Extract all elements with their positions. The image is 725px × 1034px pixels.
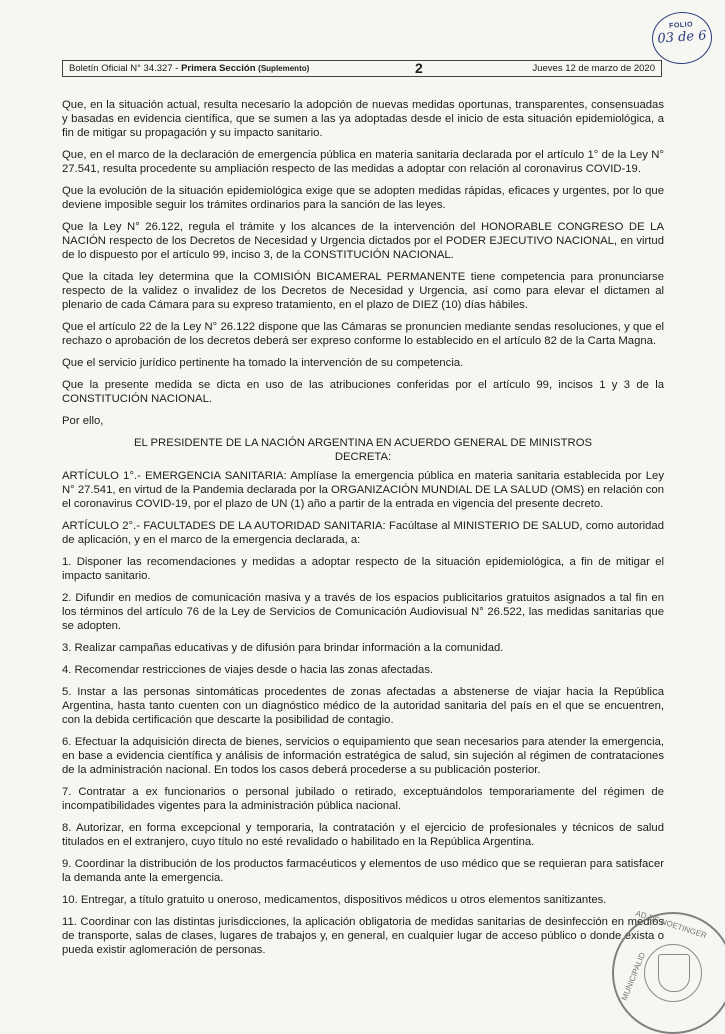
page-number: 2 bbox=[415, 60, 423, 76]
paragraph: Que la evolución de la situación epidemiológica exige que se adopten medidas rápidas, eficaces y urgentes, por lo que deviene imposible seguir los trámites ordinarios para la sanción de las leyes. bbox=[62, 185, 664, 211]
article-1: ARTÍCULO 1°.- EMERGENCIA SANITARIA: Amplíase la emergencia pública en materia sanitaria establecida por Ley N° 27.541, en virtud de la Pandemia declarada por la ORGANIZACIÓN MUNDIAL DE LA SALUD (OMS) en relación con el coronavirus COVID-19, por el plazo de UN (1) año a partir de la entrada en vigencia del presente decreto. bbox=[62, 470, 664, 510]
document-body bbox=[62, 98, 664, 965]
list-item: 6. Efectuar la adquisición directa de bienes, servicios o equipamiento que sean necesarios para atender la emergencia, en base a evidencia científica y análisis de información estratégica de salud, sin sujeción al régimen de contrataciones de la administración nacional. En todos los casos deberá procederse a su publicación posterior. bbox=[62, 736, 664, 776]
page-header bbox=[62, 60, 662, 77]
paragraph: Que, en el marco de la declaración de emergencia pública en materia sanitaria declarada por el artículo 1° de la Ley N° 27.541, resulta procedente su ampliación respecto de las medidas a adoptar con relación al coronavirus COVID-19. bbox=[62, 149, 664, 175]
list-item: 4. Recomendar restricciones de viajes desde o hacia las zonas afectadas. bbox=[62, 664, 434, 676]
header-supplement: (Suplemento) bbox=[258, 64, 310, 73]
paragraph: Que el servicio jurídico pertinente ha tomado la intervención de su competencia. bbox=[62, 357, 464, 369]
folio-value: 03 de 6 bbox=[656, 28, 707, 47]
seal-shield-icon bbox=[658, 954, 690, 992]
header-publication: Boletín Oficial N° 34.327 bbox=[69, 63, 173, 74]
decree-heading-line2: DECRETA: bbox=[334, 451, 392, 463]
paragraph: Que, en la situación actual, resulta necesario la adopción de nuevas medidas oportunas, transparentes, consensuadas y basadas en evidencia científica, que se sumen a las ya adoptadas desde el inicio de esta situación epidemiológica, a fin de mitigar su propagación y su impacto sanitario. bbox=[62, 99, 664, 139]
paragraph: Por ello, bbox=[62, 415, 104, 427]
paragraph: Que la presente medida se dicta en uso de las atribuciones conferidas por el artículo 99, incisos 1 y 3 de la CONSTITUCIÓN NACIONAL. bbox=[62, 379, 664, 405]
decree-heading bbox=[62, 436, 664, 464]
folio-label: FOLIO bbox=[668, 21, 694, 30]
paragraph: Que la citada ley determina que la COMISIÓN BICAMERAL PERMANENTE tiene competencia para pronunciarse respecto de la validez o invalidez de los Decretos de Necesidad y Urgencia, así como para elevar el dictamen al plenario de cada Cámara para su expreso tratamiento, en el plazo de DIEZ (10) días hábiles. bbox=[62, 271, 664, 311]
seal-text-top: AD DE NOETINGER bbox=[634, 908, 708, 941]
header-publication-line: Boletín Oficial N° 34.327 - Primera Sección (Suplemento) bbox=[69, 63, 310, 74]
list-item: 10. Entregar, a título gratuito u oneroso, medicamentos, dispositivos médicos u otros elementos sanitizantes. bbox=[62, 894, 607, 906]
list-item: 11. Coordinar con las distintas jurisdicciones, la aplicación obligatoria de medidas sanitarias de desinfección en medios de transporte, salas de clases, lugares de trabajos y, en general, en cualquier lugar de acceso público o donde exista o pueda existir aglomeración de personas. bbox=[62, 916, 664, 956]
list-item: 2. Difundir en medios de comunicación masiva y a través de los espacios publicitarios gratuitos asignados a tal fin en los términos del artículo 76 de la Ley de Servicios de Comunicación Audiovisual N° 26.522, las medidas sanitarias que se adopten. bbox=[62, 592, 664, 632]
folio-stamp bbox=[650, 10, 713, 66]
seal-text-left: MUNICIPALID bbox=[619, 951, 648, 1002]
municipal-seal bbox=[612, 908, 725, 1034]
header-section: Primera Sección bbox=[181, 63, 256, 74]
list-item: 8. Autorizar, en forma excepcional y temporaria, la contratación y el ejercicio de profesionales y técnicos de salud titulados en el extranjero, cuyo título no esté revalidado o habilitado en la República Argentina. bbox=[62, 822, 664, 848]
list-item: 3. Realizar campañas educativas y de difusión para brindar información a la comunidad. bbox=[62, 642, 504, 654]
list-item: 5. Instar a las personas sintomáticas procedentes de zonas afectadas a abstenerse de viajar hacia la República Argentina, hasta tanto cuenten con un diagnóstico médico de la autoridad sanitaria del país en el que se encuentren, con la debida certificación que descarte la posibilidad de contagio. bbox=[62, 686, 664, 726]
header-date: Jueves 12 de marzo de 2020 bbox=[532, 63, 655, 74]
article-2: ARTÍCULO 2°.- FACULTADES DE LA AUTORIDAD SANITARIA: Facúltase al MINISTERIO DE SALUD, como autoridad de aplicación, y en el marco de la emergencia declarada, a: bbox=[62, 520, 664, 546]
paragraph: Que la Ley N° 26.122, regula el trámite y los alcances de la intervención del HONORABLE CONGRESO DE LA NACIÓN respecto de los Decretos de Necesidad y Urgencia dictados por el PODER EJECUTIVO NACIONAL, en virtud de lo dispuesto por el artículo 99, inciso 3, de la CONSTITUCIÓN NACIONAL. bbox=[62, 221, 664, 261]
list-item: 7. Contratar a ex funcionarios o personal jubilado o retirado, exceptuándolos temporariamente del régimen de incompatibilidades vigentes para la administración pública nacional. bbox=[62, 786, 664, 812]
list-item: 1. Disponer las recomendaciones y medidas a adoptar respecto de la situación epidemiológica, a fin de mitigar el impacto sanitario. bbox=[62, 556, 664, 582]
list-item: 9. Coordinar la distribución de los productos farmacéuticos y elementos de uso médico que se requieran para satisfacer la demanda ante la emergencia. bbox=[62, 858, 664, 884]
decree-heading-line1: EL PRESIDENTE DE LA NACIÓN ARGENTINA EN ACUERDO GENERAL DE MINISTROS bbox=[133, 437, 593, 449]
paragraph: Que el artículo 22 de la Ley N° 26.122 dispone que las Cámaras se pronuncien mediante sendas resoluciones, y que el rechazo o aprobación de los decretos deberá ser expreso conforme lo establecido en el artículo 82 de la Carta Magna. bbox=[62, 321, 664, 347]
